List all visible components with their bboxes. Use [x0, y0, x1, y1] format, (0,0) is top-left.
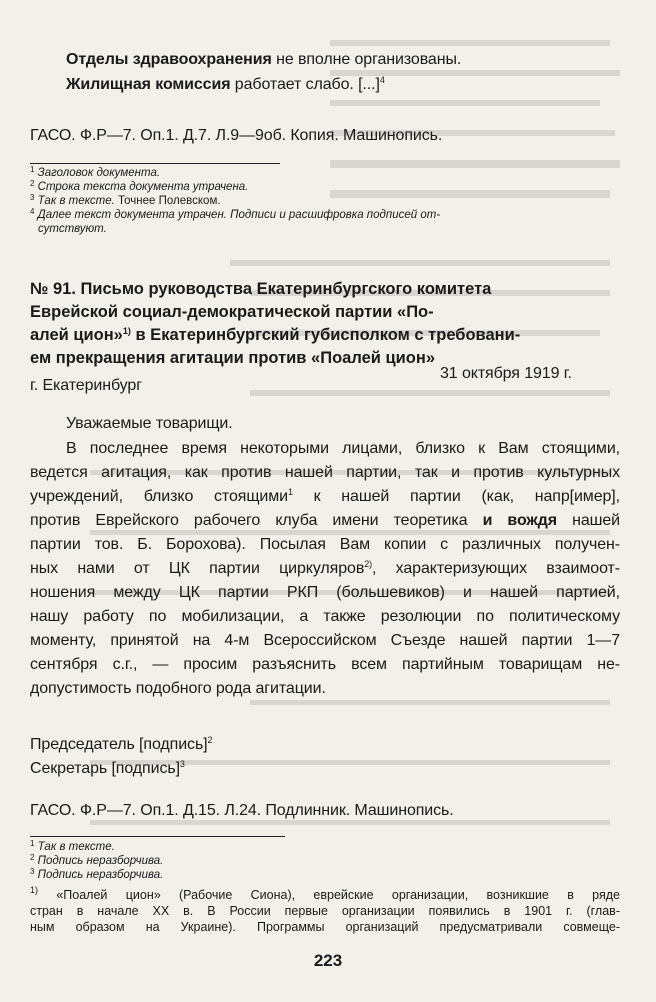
heading-line-2: Еврейской социал-демократической партии «По-	[30, 303, 434, 321]
commentary-num: 1)	[30, 885, 39, 895]
body-line-3	[30, 485, 620, 509]
footnote-4	[30, 208, 620, 222]
footnote-divider-1	[30, 163, 280, 164]
heading-line-4: ем прекращения агитации против «Поалей цион»	[30, 349, 435, 367]
top-line-1	[66, 48, 461, 72]
footnote-b2-num: 2	[30, 853, 35, 862]
body-line-1: В последнее время некоторыми лицами, близко к Вам стоящими,	[66, 440, 620, 457]
footnote-ref-b2: 2	[207, 735, 213, 745]
footnotes-block-2	[30, 840, 620, 882]
footnote-2-text: Строка текста документа утрачена.	[37, 181, 249, 193]
footnote-ref-b1: 1	[287, 487, 293, 497]
footnote-1-text: Заголовок документа.	[37, 167, 161, 179]
top-line-1-bold: Отделы здравоохранения	[66, 51, 272, 68]
footnote-ref-b3: 3	[179, 759, 185, 769]
footnote-1-num: 1	[30, 165, 35, 174]
body-line-8: нашу работу по мобилизации, а также резолюции по политическому	[30, 608, 620, 625]
footnote-4-cont	[30, 222, 620, 236]
body-line-11: допустимость подобного рода агитации.	[30, 680, 326, 697]
footnote-1	[30, 166, 620, 180]
signature-secretary-text: Секретарь [подпись]	[30, 760, 180, 777]
commentary-line-1	[30, 887, 620, 903]
footnote-b1-text: Так в тексте.	[37, 841, 115, 853]
heading-line-3a: алей цион»	[30, 326, 123, 344]
footnote-4-text: Далее текст документа утрачен. Подписи и расшифровка подписей от-	[37, 209, 441, 221]
heading-line-1: № 91. Письмо руководства Екатеринбургского комитета	[30, 280, 492, 298]
comment-ref-2: 2)	[364, 559, 373, 569]
commentary-line-2: стран в начале XX в. В России первые организации появились в 1901 г. (глав-	[30, 904, 620, 918]
body-line-6b: , характеризующих взаимоот-	[372, 560, 620, 577]
footnote-3	[30, 194, 620, 208]
comment-ref-1: 1)	[122, 326, 131, 336]
footnote-2	[30, 180, 620, 194]
document-heading	[30, 278, 620, 370]
body-line-6	[30, 557, 620, 581]
footnote-b2-text: Подпись неразборчива.	[37, 855, 164, 867]
letter-body	[30, 437, 620, 701]
body-line-5: партии тов. Б. Борохова). Посылая Вам копии с различных получен-	[30, 536, 620, 553]
body-line-4b: нашей	[556, 512, 620, 529]
body-line-4a: против Еврейского рабочего клуба имени теоретика	[30, 512, 483, 529]
footnote-divider-2	[30, 836, 285, 837]
commentary-block	[30, 887, 620, 935]
body-line-2: ведется агитация, как против нашей партии, так и против культурных	[30, 464, 620, 481]
footnote-3-num: 3	[30, 193, 35, 202]
footnote-4-text-cont: сутствуют.	[38, 223, 107, 235]
footnote-b1-num: 1	[30, 839, 35, 848]
heading-line-3b: в Екатеринбургский губисполком с требовани-	[130, 326, 521, 344]
top-line-1-rest: не вполне организованы.	[271, 51, 462, 68]
footnote-ref-4: 4	[379, 75, 385, 85]
salutation: Уважаемые товарищи.	[66, 415, 233, 432]
body-line-4	[30, 509, 620, 533]
footnote-b3-num: 3	[30, 867, 35, 876]
commentary-line-3: ным образом на Украине). Программы организаций предусматривали совмеще-	[30, 920, 620, 934]
commentary-line-1-text: «Поалей цион» (Рабочие Сиона), еврейские организации, возникшие в ряде	[38, 888, 620, 902]
footnote-b3-text: Подпись неразборчива.	[37, 869, 164, 881]
footnote-2-num: 2	[30, 179, 35, 188]
body-line-4-bold: и вождя	[482, 512, 557, 529]
body-line-7: ношения между ЦК партии РКП (большевиков) и нашей партией,	[30, 584, 620, 601]
heading-line-3	[30, 324, 620, 347]
footnote-3-text: Так в тексте.	[37, 195, 115, 207]
footnote-3-tail: Точнее Полевском.	[114, 195, 221, 207]
body-line-10: сентября с.г., — просим разъяснить всем партийным товарищам не-	[30, 656, 620, 673]
body-line-9: моменту, принятой на 4-м Всероссийском Съезде нашей партии 1—7	[30, 632, 620, 649]
footnote-b3	[30, 868, 620, 882]
page-number: 223	[313, 951, 343, 970]
document-date: 31 октября 1919 г.	[440, 365, 572, 382]
footnote-b2	[30, 854, 620, 868]
footnote-4-num: 4	[30, 207, 35, 216]
signature-chair	[30, 733, 212, 757]
source-citation-1: ГАСО. Ф.Р—7. Оп.1. Д.7. Л.9—9об. Копия. Машинопись.	[30, 127, 443, 144]
body-line-6a: ных нами от ЦК партии циркуляров	[30, 560, 365, 577]
top-line-2-rest: работает слабо. [...]	[230, 76, 380, 93]
footnote-b1	[30, 840, 620, 854]
top-line-2-bold: Жилищная комиссия	[66, 76, 231, 93]
document-place: г. Екатеринбург	[30, 377, 142, 394]
signature-chair-text: Председатель [подпись]	[30, 736, 208, 753]
footnotes-block-1	[30, 166, 620, 236]
body-line-3a: учреждений, близко стоящими	[30, 488, 288, 505]
top-line-2	[66, 73, 385, 97]
signature-secretary	[30, 757, 185, 781]
source-citation-2: ГАСО. Ф.Р—7. Оп.1. Д.15. Л.24. Подлинник. Машинопись.	[30, 802, 454, 819]
body-line-3b: к нашей партии (как, напр[имер],	[292, 488, 620, 505]
